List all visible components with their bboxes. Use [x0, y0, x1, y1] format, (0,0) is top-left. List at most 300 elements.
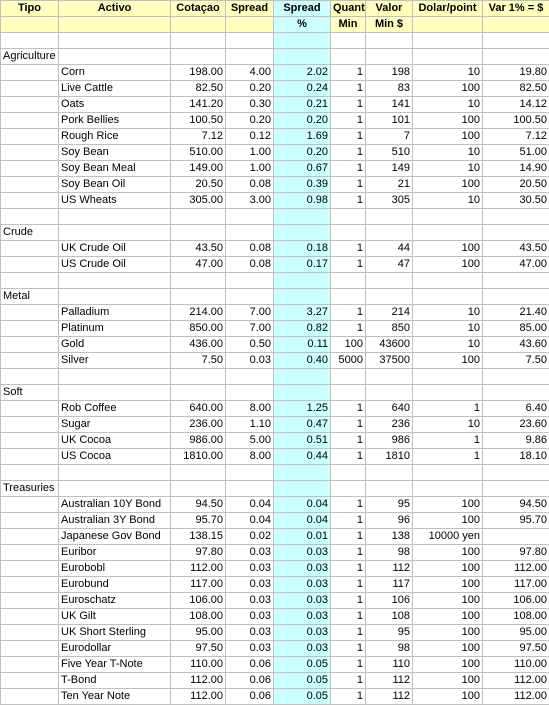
empty-cell[interactable]: [331, 49, 366, 65]
spread-pct-cell[interactable]: 0.04: [274, 513, 331, 529]
var-cell[interactable]: 43.60: [483, 337, 549, 353]
activo-cell[interactable]: Soy Bean Meal: [59, 161, 171, 177]
valor-min-cell[interactable]: 7: [366, 129, 413, 145]
var-cell[interactable]: 14.12: [483, 97, 549, 113]
spread-pct-cell[interactable]: 0.98: [274, 193, 331, 209]
cotacao-cell[interactable]: 198.00: [171, 65, 226, 81]
spread-pct-cell[interactable]: 3.27: [274, 305, 331, 321]
empty-cell[interactable]: [331, 369, 366, 385]
quant-min-cell[interactable]: 1: [331, 673, 366, 689]
empty-cell[interactable]: [483, 209, 549, 225]
empty-cell[interactable]: [274, 33, 331, 49]
spread-cell[interactable]: 0.20: [226, 113, 274, 129]
valor-min-cell[interactable]: 149: [366, 161, 413, 177]
valor-min-cell[interactable]: 21: [366, 177, 413, 193]
activo-cell[interactable]: Euribor: [59, 545, 171, 561]
valor-min-cell[interactable]: 640: [366, 401, 413, 417]
var-cell[interactable]: 21.40: [483, 305, 549, 321]
header-blank-6[interactable]: [483, 17, 549, 33]
spread-cell[interactable]: 0.50: [226, 337, 274, 353]
spread-cell[interactable]: 1.10: [226, 417, 274, 433]
spread-cell[interactable]: 0.20: [226, 81, 274, 97]
var-cell[interactable]: 85.00: [483, 321, 549, 337]
dolar-point-cell[interactable]: 100: [413, 593, 483, 609]
spread-pct-cell[interactable]: 0.20: [274, 145, 331, 161]
activo-cell[interactable]: Rough Rice: [59, 129, 171, 145]
spread-cell[interactable]: 0.03: [226, 625, 274, 641]
empty-cell[interactable]: [366, 465, 413, 481]
empty-cell[interactable]: [331, 209, 366, 225]
quant-min-cell[interactable]: 1: [331, 513, 366, 529]
empty-cell[interactable]: [171, 273, 226, 289]
empty-cell[interactable]: [331, 289, 366, 305]
dolar-point-cell[interactable]: 1: [413, 449, 483, 465]
empty-cell[interactable]: [226, 209, 274, 225]
activo-cell[interactable]: Five Year T-Note: [59, 657, 171, 673]
spread-cell[interactable]: 0.02: [226, 529, 274, 545]
empty-cell[interactable]: [226, 465, 274, 481]
spread-cell[interactable]: 0.03: [226, 353, 274, 369]
valor-min-cell[interactable]: 112: [366, 673, 413, 689]
tipo-cell[interactable]: [1, 65, 59, 81]
tipo-cell[interactable]: [1, 689, 59, 705]
empty-cell[interactable]: [171, 369, 226, 385]
quant-min-cell[interactable]: 1: [331, 145, 366, 161]
quant-min-cell[interactable]: 1: [331, 401, 366, 417]
spread-cell[interactable]: 8.00: [226, 449, 274, 465]
var-cell[interactable]: 94.50: [483, 497, 549, 513]
quant-min-cell[interactable]: 1: [331, 193, 366, 209]
header-cotacao[interactable]: Cotaçao: [171, 1, 226, 17]
cotacao-cell[interactable]: 97.80: [171, 545, 226, 561]
tipo-cell[interactable]: [1, 641, 59, 657]
cotacao-cell[interactable]: 510.00: [171, 145, 226, 161]
activo-cell[interactable]: UK Crude Oil: [59, 241, 171, 257]
tipo-cell[interactable]: [1, 513, 59, 529]
var-cell[interactable]: 106.00: [483, 593, 549, 609]
empty-cell[interactable]: [59, 465, 171, 481]
cotacao-cell[interactable]: 94.50: [171, 497, 226, 513]
cotacao-cell[interactable]: 43.50: [171, 241, 226, 257]
empty-cell[interactable]: [171, 209, 226, 225]
header-activo[interactable]: Activo: [59, 1, 171, 17]
empty-cell[interactable]: [226, 33, 274, 49]
valor-min-cell[interactable]: 510: [366, 145, 413, 161]
dolar-point-cell[interactable]: 100: [413, 641, 483, 657]
dolar-point-cell[interactable]: 100: [413, 113, 483, 129]
tipo-cell[interactable]: [1, 81, 59, 97]
empty-cell[interactable]: [171, 225, 226, 241]
empty-cell[interactable]: [413, 481, 483, 497]
spread-pct-cell[interactable]: 0.47: [274, 417, 331, 433]
valor-min-cell[interactable]: 1810: [366, 449, 413, 465]
valor-min-cell[interactable]: 110: [366, 657, 413, 673]
dolar-point-cell[interactable]: 100: [413, 177, 483, 193]
quant-min-cell[interactable]: 1: [331, 497, 366, 513]
activo-cell[interactable]: Soy Bean Oil: [59, 177, 171, 193]
cotacao-cell[interactable]: 214.00: [171, 305, 226, 321]
valor-min-cell[interactable]: 43600: [366, 337, 413, 353]
empty-cell[interactable]: [226, 225, 274, 241]
spread-cell[interactable]: 7.00: [226, 321, 274, 337]
empty-cell[interactable]: [226, 369, 274, 385]
empty-cell[interactable]: [366, 481, 413, 497]
tipo-cell[interactable]: [1, 593, 59, 609]
dolar-point-cell[interactable]: 100: [413, 673, 483, 689]
spread-pct-cell[interactable]: 1.69: [274, 129, 331, 145]
cotacao-cell[interactable]: 640.00: [171, 401, 226, 417]
var-cell[interactable]: 112.00: [483, 673, 549, 689]
quant-min-cell[interactable]: 1: [331, 321, 366, 337]
empty-cell[interactable]: [366, 49, 413, 65]
spread-cell[interactable]: 0.04: [226, 513, 274, 529]
cotacao-cell[interactable]: 1810.00: [171, 449, 226, 465]
activo-cell[interactable]: Australian 3Y Bond: [59, 513, 171, 529]
var-cell[interactable]: 100.50: [483, 113, 549, 129]
empty-cell[interactable]: [413, 465, 483, 481]
valor-min-cell[interactable]: 98: [366, 545, 413, 561]
dolar-point-cell[interactable]: 1: [413, 401, 483, 417]
category-label[interactable]: Metal: [1, 289, 59, 305]
valor-min-cell[interactable]: 96: [366, 513, 413, 529]
empty-cell[interactable]: [226, 481, 274, 497]
valor-min-cell[interactable]: 850: [366, 321, 413, 337]
empty-cell[interactable]: [226, 385, 274, 401]
spread-cell[interactable]: 4.00: [226, 65, 274, 81]
spread-cell[interactable]: 0.06: [226, 673, 274, 689]
activo-cell[interactable]: Gold: [59, 337, 171, 353]
empty-cell[interactable]: [171, 289, 226, 305]
spread-pct-cell[interactable]: 0.05: [274, 673, 331, 689]
category-label[interactable]: Agriculture: [1, 49, 59, 65]
spread-pct-cell[interactable]: 0.11: [274, 337, 331, 353]
quant-min-cell[interactable]: 1: [331, 641, 366, 657]
valor-min-cell[interactable]: 305: [366, 193, 413, 209]
dolar-point-cell[interactable]: 100: [413, 625, 483, 641]
var-cell[interactable]: 97.80: [483, 545, 549, 561]
spread-pct-cell[interactable]: 0.05: [274, 657, 331, 673]
empty-cell[interactable]: [331, 481, 366, 497]
valor-min-cell[interactable]: 98: [366, 641, 413, 657]
valor-min-cell[interactable]: 112: [366, 689, 413, 705]
activo-cell[interactable]: Eurobund: [59, 577, 171, 593]
tipo-cell[interactable]: [1, 561, 59, 577]
valor-min-cell[interactable]: 236: [366, 417, 413, 433]
dolar-point-cell[interactable]: 100: [413, 609, 483, 625]
dolar-point-cell[interactable]: 100: [413, 81, 483, 97]
spread-cell[interactable]: 0.03: [226, 609, 274, 625]
spread-pct-cell[interactable]: 0.44: [274, 449, 331, 465]
dolar-point-cell[interactable]: 100: [413, 689, 483, 705]
empty-cell[interactable]: [366, 33, 413, 49]
valor-min-cell[interactable]: 83: [366, 81, 413, 97]
cotacao-cell[interactable]: 138.15: [171, 529, 226, 545]
header-blank-5[interactable]: [413, 17, 483, 33]
quant-min-cell[interactable]: 1: [331, 177, 366, 193]
empty-cell[interactable]: [331, 225, 366, 241]
empty-cell[interactable]: [366, 225, 413, 241]
quant-min-cell[interactable]: 1: [331, 529, 366, 545]
cotacao-cell[interactable]: 95.00: [171, 625, 226, 641]
empty-cell[interactable]: [413, 33, 483, 49]
var-cell[interactable]: 110.00: [483, 657, 549, 673]
var-cell[interactable]: 18.10: [483, 449, 549, 465]
spread-cell[interactable]: 0.08: [226, 177, 274, 193]
dolar-point-cell[interactable]: 10: [413, 305, 483, 321]
empty-cell[interactable]: [226, 289, 274, 305]
activo-cell[interactable]: Silver: [59, 353, 171, 369]
activo-cell[interactable]: Sugar: [59, 417, 171, 433]
var-cell[interactable]: 95.70: [483, 513, 549, 529]
valor-min-cell[interactable]: 95: [366, 497, 413, 513]
spread-pct-cell[interactable]: 0.20: [274, 113, 331, 129]
empty-cell[interactable]: [274, 273, 331, 289]
var-cell[interactable]: 47.00: [483, 257, 549, 273]
spread-cell[interactable]: 0.06: [226, 657, 274, 673]
empty-cell[interactable]: [1, 465, 59, 481]
activo-cell[interactable]: US Cocoa: [59, 449, 171, 465]
empty-cell[interactable]: [171, 49, 226, 65]
spread-cell[interactable]: 0.03: [226, 577, 274, 593]
cotacao-cell[interactable]: 100.50: [171, 113, 226, 129]
dolar-point-cell[interactable]: 100: [413, 657, 483, 673]
quant-min-cell[interactable]: 1: [331, 577, 366, 593]
quant-min-cell[interactable]: 1: [331, 545, 366, 561]
quant-min-cell[interactable]: 1: [331, 625, 366, 641]
tipo-cell[interactable]: [1, 657, 59, 673]
valor-min-cell[interactable]: 47: [366, 257, 413, 273]
tipo-cell[interactable]: [1, 433, 59, 449]
valor-min-cell[interactable]: 108: [366, 609, 413, 625]
cotacao-cell[interactable]: 110.00: [171, 657, 226, 673]
dolar-point-cell[interactable]: 100: [413, 353, 483, 369]
dolar-point-cell[interactable]: 1: [413, 433, 483, 449]
cotacao-cell[interactable]: 7.12: [171, 129, 226, 145]
cotacao-cell[interactable]: 112.00: [171, 673, 226, 689]
spread-pct-cell[interactable]: 0.40: [274, 353, 331, 369]
spread-pct-cell[interactable]: 0.67: [274, 161, 331, 177]
tipo-cell[interactable]: [1, 113, 59, 129]
activo-cell[interactable]: US Wheats: [59, 193, 171, 209]
spread-cell[interactable]: 0.06: [226, 689, 274, 705]
empty-cell[interactable]: [1, 33, 59, 49]
cotacao-cell[interactable]: 141.20: [171, 97, 226, 113]
quant-min-cell[interactable]: 1: [331, 593, 366, 609]
var-cell[interactable]: 51.00: [483, 145, 549, 161]
empty-cell[interactable]: [59, 369, 171, 385]
empty-cell[interactable]: [59, 481, 171, 497]
cotacao-cell[interactable]: 108.00: [171, 609, 226, 625]
spread-pct-cell[interactable]: 0.04: [274, 497, 331, 513]
var-cell[interactable]: 23.60: [483, 417, 549, 433]
empty-cell[interactable]: [226, 49, 274, 65]
empty-cell[interactable]: [274, 225, 331, 241]
activo-cell[interactable]: Pork Bellies: [59, 113, 171, 129]
dolar-point-cell[interactable]: 100: [413, 129, 483, 145]
header-blank-4[interactable]: [226, 17, 274, 33]
header-blank-2[interactable]: [59, 17, 171, 33]
empty-cell[interactable]: [483, 273, 549, 289]
empty-cell[interactable]: [413, 369, 483, 385]
quant-min-cell[interactable]: 1: [331, 257, 366, 273]
var-cell[interactable]: 14.90: [483, 161, 549, 177]
spread-cell[interactable]: 1.00: [226, 161, 274, 177]
empty-cell[interactable]: [1, 209, 59, 225]
header-valor-min[interactable]: Min $: [366, 17, 413, 33]
tipo-cell[interactable]: [1, 609, 59, 625]
quant-min-cell[interactable]: 1: [331, 561, 366, 577]
empty-cell[interactable]: [331, 465, 366, 481]
tipo-cell[interactable]: [1, 305, 59, 321]
cotacao-cell[interactable]: 986.00: [171, 433, 226, 449]
header-spread-pct[interactable]: Spread: [274, 1, 331, 17]
dolar-point-cell[interactable]: 10: [413, 145, 483, 161]
quant-min-cell[interactable]: 1: [331, 81, 366, 97]
tipo-cell[interactable]: [1, 353, 59, 369]
dolar-point-cell[interactable]: 100: [413, 241, 483, 257]
valor-min-cell[interactable]: 101: [366, 113, 413, 129]
quant-min-cell[interactable]: 1: [331, 129, 366, 145]
quant-min-cell[interactable]: 1: [331, 449, 366, 465]
tipo-cell[interactable]: [1, 177, 59, 193]
activo-cell[interactable]: Eurobobl: [59, 561, 171, 577]
spread-pct-cell[interactable]: 0.24: [274, 81, 331, 97]
spread-pct-cell[interactable]: 0.03: [274, 641, 331, 657]
empty-cell[interactable]: [483, 465, 549, 481]
tipo-cell[interactable]: [1, 449, 59, 465]
spread-cell[interactable]: 0.03: [226, 561, 274, 577]
spread-pct-cell[interactable]: 0.03: [274, 625, 331, 641]
empty-cell[interactable]: [274, 289, 331, 305]
header-dolar-point[interactable]: Dolar/point: [413, 1, 483, 17]
cotacao-cell[interactable]: 95.70: [171, 513, 226, 529]
header-valor[interactable]: Valor: [366, 1, 413, 17]
tipo-cell[interactable]: [1, 145, 59, 161]
cotacao-cell[interactable]: 7.50: [171, 353, 226, 369]
empty-cell[interactable]: [274, 209, 331, 225]
empty-cell[interactable]: [274, 369, 331, 385]
valor-min-cell[interactable]: 138: [366, 529, 413, 545]
var-cell[interactable]: 9.86: [483, 433, 549, 449]
quant-min-cell[interactable]: 1: [331, 433, 366, 449]
header-spread-pct-unit[interactable]: %: [274, 17, 331, 33]
activo-cell[interactable]: Platinum: [59, 321, 171, 337]
dolar-point-cell[interactable]: 10: [413, 161, 483, 177]
empty-cell[interactable]: [331, 273, 366, 289]
empty-cell[interactable]: [59, 33, 171, 49]
empty-cell[interactable]: [366, 369, 413, 385]
quant-min-cell[interactable]: 1: [331, 161, 366, 177]
dolar-point-cell[interactable]: 100: [413, 497, 483, 513]
header-quant[interactable]: Quant: [331, 1, 366, 17]
spread-cell[interactable]: 0.03: [226, 593, 274, 609]
valor-min-cell[interactable]: 198: [366, 65, 413, 81]
spread-pct-cell[interactable]: 0.03: [274, 577, 331, 593]
activo-cell[interactable]: Australian 10Y Bond: [59, 497, 171, 513]
tipo-cell[interactable]: [1, 241, 59, 257]
var-cell[interactable]: 82.50: [483, 81, 549, 97]
empty-cell[interactable]: [483, 369, 549, 385]
empty-cell[interactable]: [226, 273, 274, 289]
activo-cell[interactable]: Soy Bean: [59, 145, 171, 161]
var-cell[interactable]: 108.00: [483, 609, 549, 625]
activo-cell[interactable]: UK Gilt: [59, 609, 171, 625]
var-cell[interactable]: 43.50: [483, 241, 549, 257]
empty-cell[interactable]: [59, 289, 171, 305]
empty-cell[interactable]: [59, 49, 171, 65]
quant-min-cell[interactable]: 1: [331, 417, 366, 433]
dolar-point-cell[interactable]: 10000 yen: [413, 529, 483, 545]
empty-cell[interactable]: [59, 385, 171, 401]
empty-cell[interactable]: [366, 385, 413, 401]
activo-cell[interactable]: Ten Year Note: [59, 689, 171, 705]
dolar-point-cell[interactable]: 10: [413, 417, 483, 433]
cotacao-cell[interactable]: 106.00: [171, 593, 226, 609]
category-label[interactable]: Treasuries: [1, 481, 59, 497]
var-cell[interactable]: 112.00: [483, 689, 549, 705]
quant-min-cell[interactable]: 1: [331, 689, 366, 705]
spread-pct-cell[interactable]: 0.03: [274, 561, 331, 577]
activo-cell[interactable]: UK Short Sterling: [59, 625, 171, 641]
empty-cell[interactable]: [413, 289, 483, 305]
cotacao-cell[interactable]: 47.00: [171, 257, 226, 273]
empty-cell[interactable]: [59, 209, 171, 225]
empty-cell[interactable]: [274, 481, 331, 497]
activo-cell[interactable]: T-Bond: [59, 673, 171, 689]
spread-cell[interactable]: 0.08: [226, 241, 274, 257]
dolar-point-cell[interactable]: 10: [413, 321, 483, 337]
spread-cell[interactable]: 8.00: [226, 401, 274, 417]
spread-pct-cell[interactable]: 0.05: [274, 689, 331, 705]
activo-cell[interactable]: Japanese Gov Bond: [59, 529, 171, 545]
empty-cell[interactable]: [413, 225, 483, 241]
var-cell[interactable]: 117.00: [483, 577, 549, 593]
valor-min-cell[interactable]: 986: [366, 433, 413, 449]
spread-cell[interactable]: 0.08: [226, 257, 274, 273]
var-cell[interactable]: 30.50: [483, 193, 549, 209]
valor-min-cell[interactable]: 214: [366, 305, 413, 321]
header-tipo[interactable]: Tipo: [1, 1, 59, 17]
var-cell[interactable]: 7.12: [483, 129, 549, 145]
var-cell[interactable]: 97.50: [483, 641, 549, 657]
spread-pct-cell[interactable]: 0.01: [274, 529, 331, 545]
empty-cell[interactable]: [171, 481, 226, 497]
empty-cell[interactable]: [171, 465, 226, 481]
spread-pct-cell[interactable]: 0.18: [274, 241, 331, 257]
header-spread[interactable]: Spread: [226, 1, 274, 17]
tipo-cell[interactable]: [1, 417, 59, 433]
quant-min-cell[interactable]: 1: [331, 657, 366, 673]
valor-min-cell[interactable]: 106: [366, 593, 413, 609]
cotacao-cell[interactable]: 436.00: [171, 337, 226, 353]
tipo-cell[interactable]: [1, 97, 59, 113]
quant-min-cell[interactable]: 1: [331, 113, 366, 129]
tipo-cell[interactable]: [1, 161, 59, 177]
empty-cell[interactable]: [366, 209, 413, 225]
tipo-cell[interactable]: [1, 193, 59, 209]
activo-cell[interactable]: Palladium: [59, 305, 171, 321]
cotacao-cell[interactable]: 149.00: [171, 161, 226, 177]
spread-cell[interactable]: 0.04: [226, 497, 274, 513]
tipo-cell[interactable]: [1, 321, 59, 337]
empty-cell[interactable]: [274, 465, 331, 481]
category-label[interactable]: Soft: [1, 385, 59, 401]
empty-cell[interactable]: [413, 209, 483, 225]
empty-cell[interactable]: [274, 385, 331, 401]
quant-min-cell[interactable]: 5000: [331, 353, 366, 369]
spread-cell[interactable]: 0.03: [226, 545, 274, 561]
empty-cell[interactable]: [331, 385, 366, 401]
